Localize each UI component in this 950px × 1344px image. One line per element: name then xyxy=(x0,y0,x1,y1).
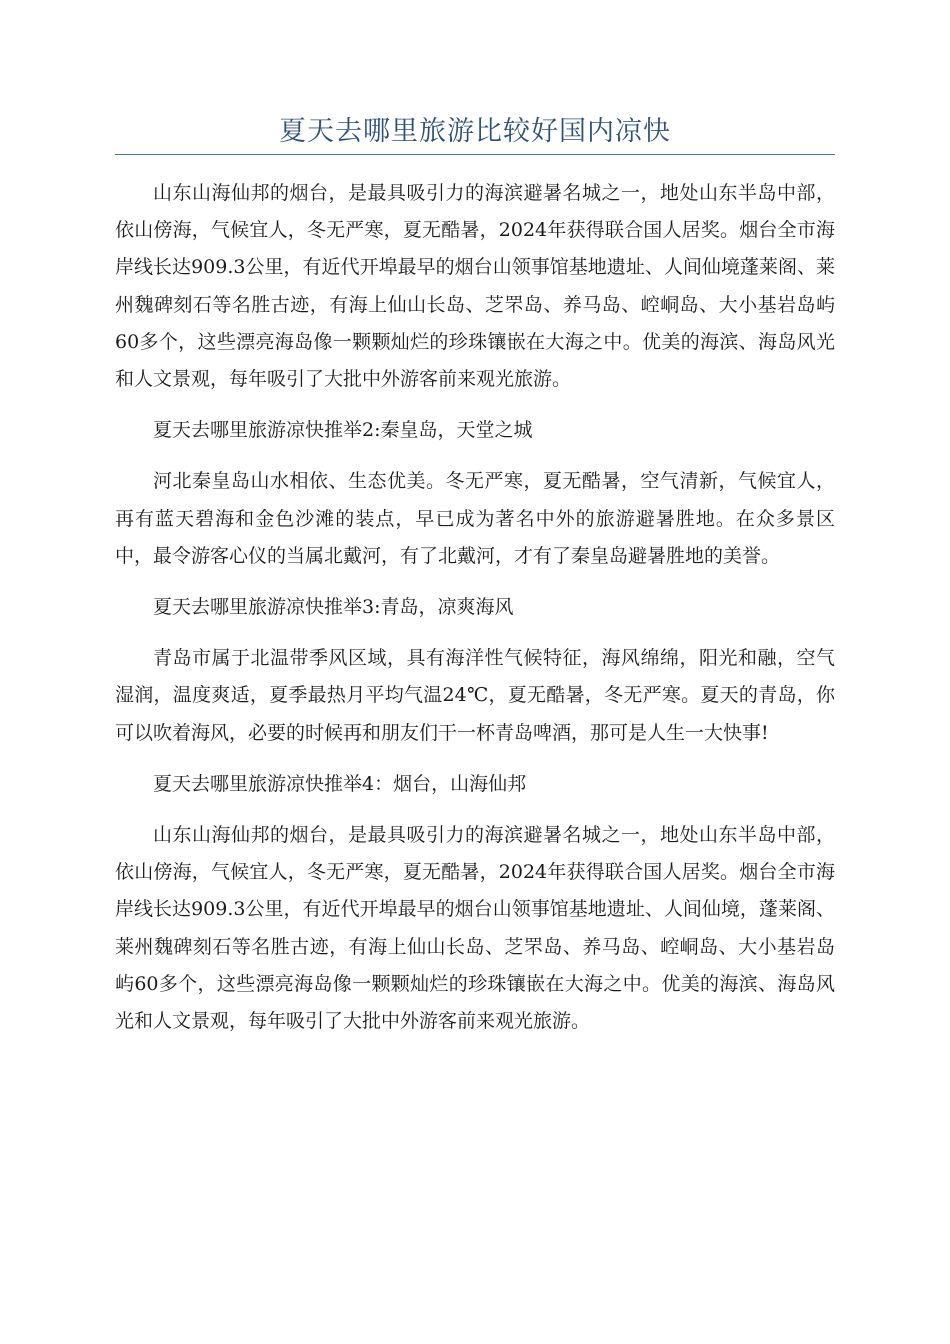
paragraph-yantai: 山东山海仙邦的烟台，是最具吸引力的海滨避暑名城之一，地处山东半岛中部，依山傍海，气候宜人，冬无严寒，夏无酷暑，2024年获得联合国人居奖。烟台全市海岸线长达909.3公里，有近代开埠最早的烟台山领事馆基地遗址、人间仙境，蓬莱阁、莱州魏碑刻石等名胜古迹，有海上仙山长岛、芝罘岛、养马岛、崆峒岛、大小基岩岛屿60多个，这些漂亮海岛像一颗颗灿烂的珍珠镶嵌在大海之中。优美的海滨、海岛风光和人文景观，每年吸引了大批中外游客前来观光旅游。 xyxy=(115,824,835,1033)
section-heading-qingdao: 夏天去哪里旅游凉快推举3:青岛，凉爽海风 xyxy=(153,596,514,619)
section-heading-qinhuangdao: 夏天去哪里旅游凉快推举2:秦皇岛，天堂之城 xyxy=(153,419,533,442)
document-body xyxy=(115,175,835,1054)
paragraph-qingdao: 青岛市属于北温带季风区域，具有海洋性气候特征，海风绵绵，阳光和融，空气湿润，温度爽适，夏季最热月平均气温24℃，夏无酷暑，冬无严寒。夏天的青岛，你可以吹着海风，必要的时候再和朋友们干一杯青岛啤酒，那可是人生一大快事! xyxy=(115,647,835,744)
document-title: 夏天去哪里旅游比较好国内凉快 xyxy=(279,116,671,147)
paragraph-yantai-intro: 山东山海仙邦的烟台，是最具吸引力的海滨避暑名城之一，地处山东半岛中部，依山傍海，气候宜人，冬无严寒，夏无酷暑，2024年获得联合国人居奖。烟台全市海岸线长达909.3公里，有近代开埠最早的烟台山领事馆基地遗址、人间仙境蓬莱阁、莱州魏碑刻石等名胜古迹，有海上仙山长岛、芝罘岛、养马岛、崆峒岛、大小基岩岛屿60多个，这些漂亮海岛像一颗颗灿烂的珍珠镶嵌在大海之中。优美的海滨、海岛风光和人文景观，每年吸引了大批中外游客前来观光旅游。 xyxy=(115,182,835,391)
paragraph-qinhuangdao: 河北秦皇岛山水相依、生态优美。冬无严寒，夏无酷暑，空气清新，气候宜人，再有蓝天碧海和金色沙滩的装点，早已成为著名中外的旅游避暑胜地。在众多景区中，最令游客心仪的当属北戴河，有了北戴河，才有了秦皇岛避暑胜地的美誉。 xyxy=(115,470,835,567)
title-underline xyxy=(115,154,835,155)
section-heading-yantai: 夏天去哪里旅游凉快推举4：烟台，山海仙邦 xyxy=(153,772,527,795)
